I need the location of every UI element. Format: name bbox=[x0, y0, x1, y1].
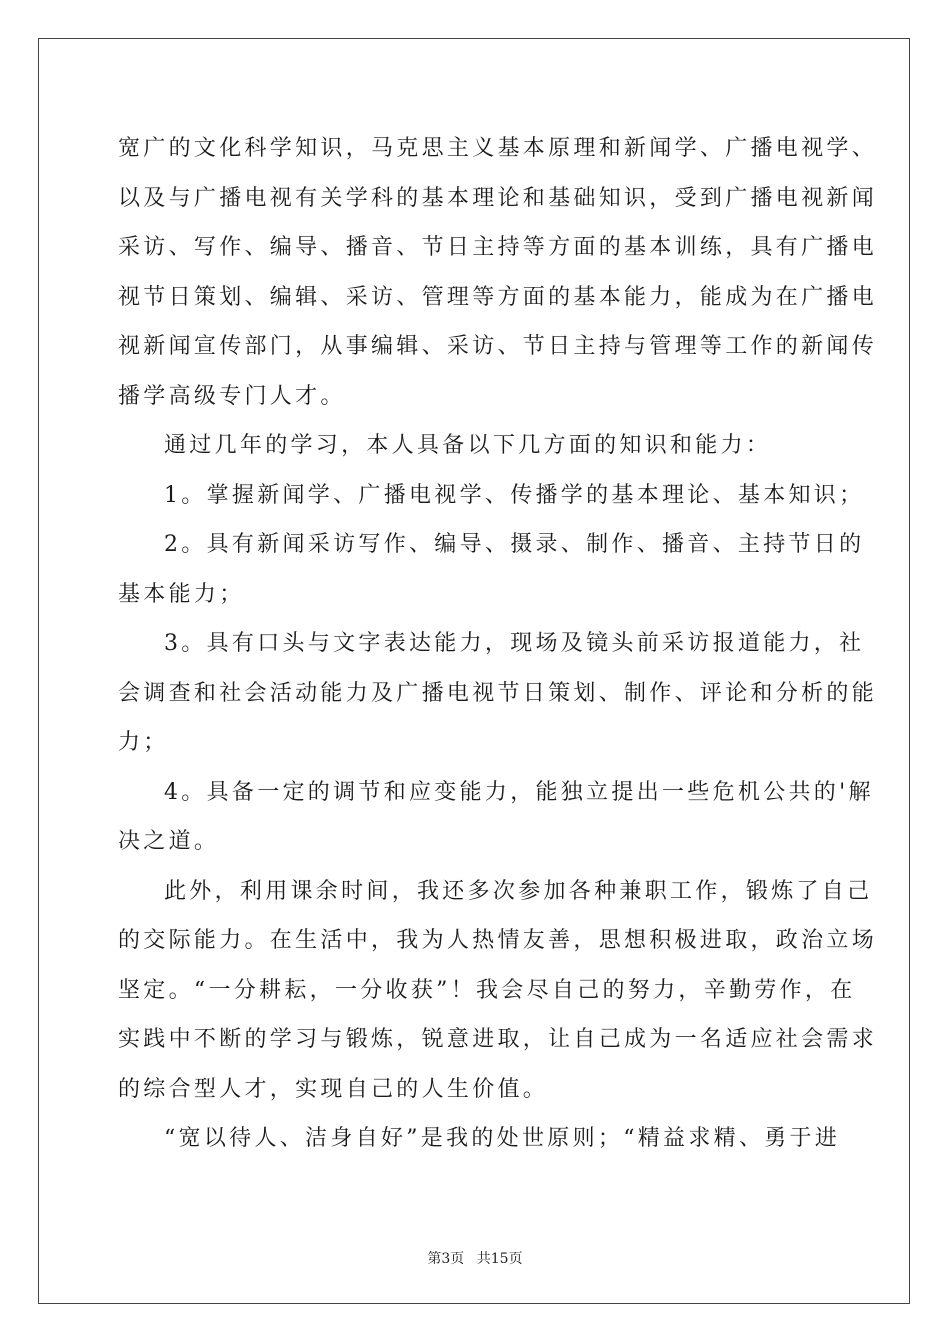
text-line: 采访、写作、编导、播音、节日主持等方面的基本训练，具有广播电 bbox=[118, 235, 878, 260]
paragraph-start: 此外，利用课余时间，我还多次参加各种兼职工作，锻炼了自己 bbox=[164, 878, 873, 904]
document-body bbox=[118, 124, 878, 1164]
list-item: 2。具有新闻采访写作、编导、摄录、制作、播音、主持节日的 bbox=[164, 532, 865, 557]
list-item: 4。具备一定的调节和应变能力，能独立提出一些危机公共的'解 bbox=[164, 779, 874, 805]
text-line: 以及与广播电视有关学科的基本理论和基础知识，受到广播电视新闻 bbox=[118, 185, 878, 211]
text-line: 决之道。 bbox=[118, 829, 220, 854]
text-line: 的交际能力。在生活中，我为人热情友善，思想积极进取，政治立场 bbox=[118, 928, 878, 953]
text-line: 视节日策划、编辑、采访、管理等方面的基本能力，能成为在广播电 bbox=[118, 284, 878, 310]
list-item: 3。具有口头与文字表达能力，现场及镜头前采访报道能力，社 bbox=[164, 631, 865, 656]
paragraph-start: 通过几年的学习，本人具备以下几方面的知识和能力： bbox=[164, 433, 772, 458]
text-line: 视新闻宣传部门，从事编辑、采访、节日主持与管理等工作的新闻传 bbox=[118, 334, 878, 359]
page-total: 共15页 bbox=[476, 1251, 523, 1267]
page-number: 第3页 bbox=[427, 1251, 465, 1267]
list-item: 1。掌握新闻学、广播电视学、传播学的基本理论、基本知识； bbox=[164, 482, 865, 508]
page-footer bbox=[0, 1248, 950, 1268]
text-line: 的综合型人才，实现自己的人生价值。 bbox=[118, 1076, 549, 1102]
text-line: 坚定。“一分耕耘，一分收获”！我会尽自己的努力，辛勤劳作，在 bbox=[118, 977, 856, 1003]
text-line: 播学高级专门人才。 bbox=[118, 383, 346, 409]
text-line: 会调查和社会活动能力及广播电视节日策划、制作、评论和分析的能 bbox=[118, 680, 878, 706]
text-line: 基本能力； bbox=[118, 581, 245, 607]
paragraph-start: “宽以待人、洁身自好”是我的处世原则；“精益求精、勇于进 bbox=[164, 1126, 841, 1151]
text-line: 宽广的文化科学知识，马克思主义基本原理和新闻学、广播电视学、 bbox=[118, 136, 878, 161]
text-line: 力； bbox=[118, 730, 169, 755]
text-line: 实践中不断的学习与锻炼，锐意进取，让自己成为一名适应社会需求 bbox=[118, 1027, 878, 1052]
